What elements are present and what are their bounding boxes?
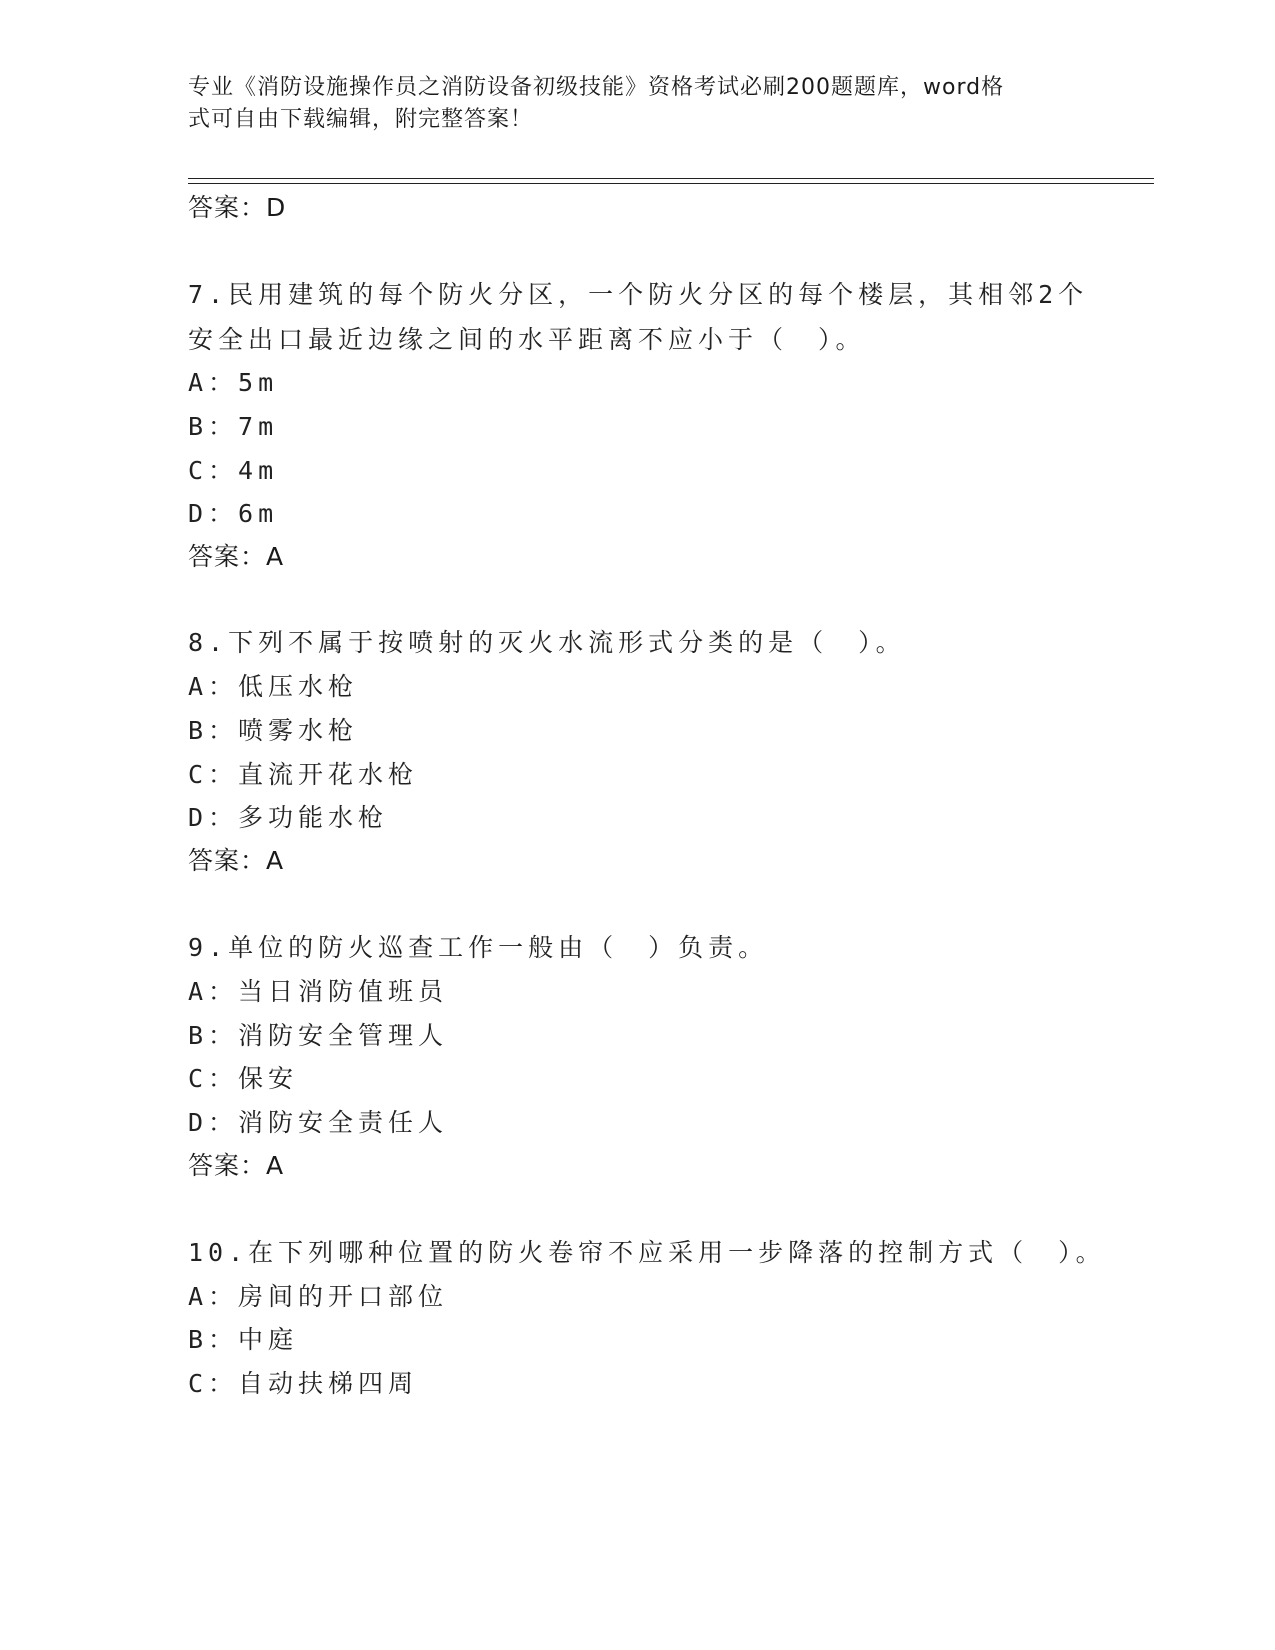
question-9-answer: 答案：A bbox=[188, 1151, 285, 1180]
question-9-line-1: 9.单位的防火巡查工作一般由（ ）负责。 bbox=[188, 933, 769, 962]
question-10-option-a: A：房间的开口部位 bbox=[188, 1282, 449, 1311]
question-8-option-a: A：低压水枪 bbox=[188, 672, 359, 701]
question-8-option-b: B：喷雾水枪 bbox=[188, 716, 359, 745]
question-7-option-a: A：5m bbox=[188, 368, 279, 397]
question-7-answer: 答案：A bbox=[188, 542, 285, 571]
question-7-option-b: B：7m bbox=[188, 412, 279, 441]
question-10-option-b: B：中庭 bbox=[188, 1325, 299, 1354]
question-8-option-d: D：多功能水枪 bbox=[188, 803, 389, 832]
question-9-option-c: C：保安 bbox=[188, 1064, 299, 1093]
question-8-line-1: 8.下列不属于按喷射的灭火水流形式分类的是（ ）。 bbox=[188, 628, 906, 657]
question-7-line-1: 7.民用建筑的每个防火分区，一个防火分区的每个楼层，其相邻2个 bbox=[188, 280, 1089, 309]
header-rule-top bbox=[188, 178, 1154, 179]
question-7-line-2: 安全出口最近边缘之间的水平距离不应小于（ ）。 bbox=[188, 325, 866, 354]
question-8-answer: 答案：A bbox=[188, 846, 285, 875]
question-10-line-1: 10.在下列哪种位置的防火卷帘不应采用一步降落的控制方式（ ）。 bbox=[188, 1238, 1106, 1267]
question-9-option-b: B：消防安全管理人 bbox=[188, 1021, 449, 1050]
header-rule-bottom bbox=[188, 183, 1154, 184]
header-line-1: 专业《消防设施操作员之消防设备初级技能》资格考试必刷200题题库，word格 bbox=[188, 75, 1005, 100]
question-7-option-d: D：6m bbox=[188, 499, 279, 528]
question-7-option-c: C：4m bbox=[188, 456, 279, 485]
document-header bbox=[188, 72, 1068, 136]
question-9-option-a: A：当日消防值班员 bbox=[188, 977, 449, 1006]
question-9-option-d: D：消防安全责任人 bbox=[188, 1108, 449, 1137]
question-10-option-c: C：自动扶梯四周 bbox=[188, 1369, 419, 1398]
answer-prev: 答案：D bbox=[188, 193, 287, 222]
header-line-2: 式可自由下载编辑，附完整答案！ bbox=[188, 107, 534, 132]
question-8-option-c: C：直流开花水枪 bbox=[188, 760, 419, 789]
